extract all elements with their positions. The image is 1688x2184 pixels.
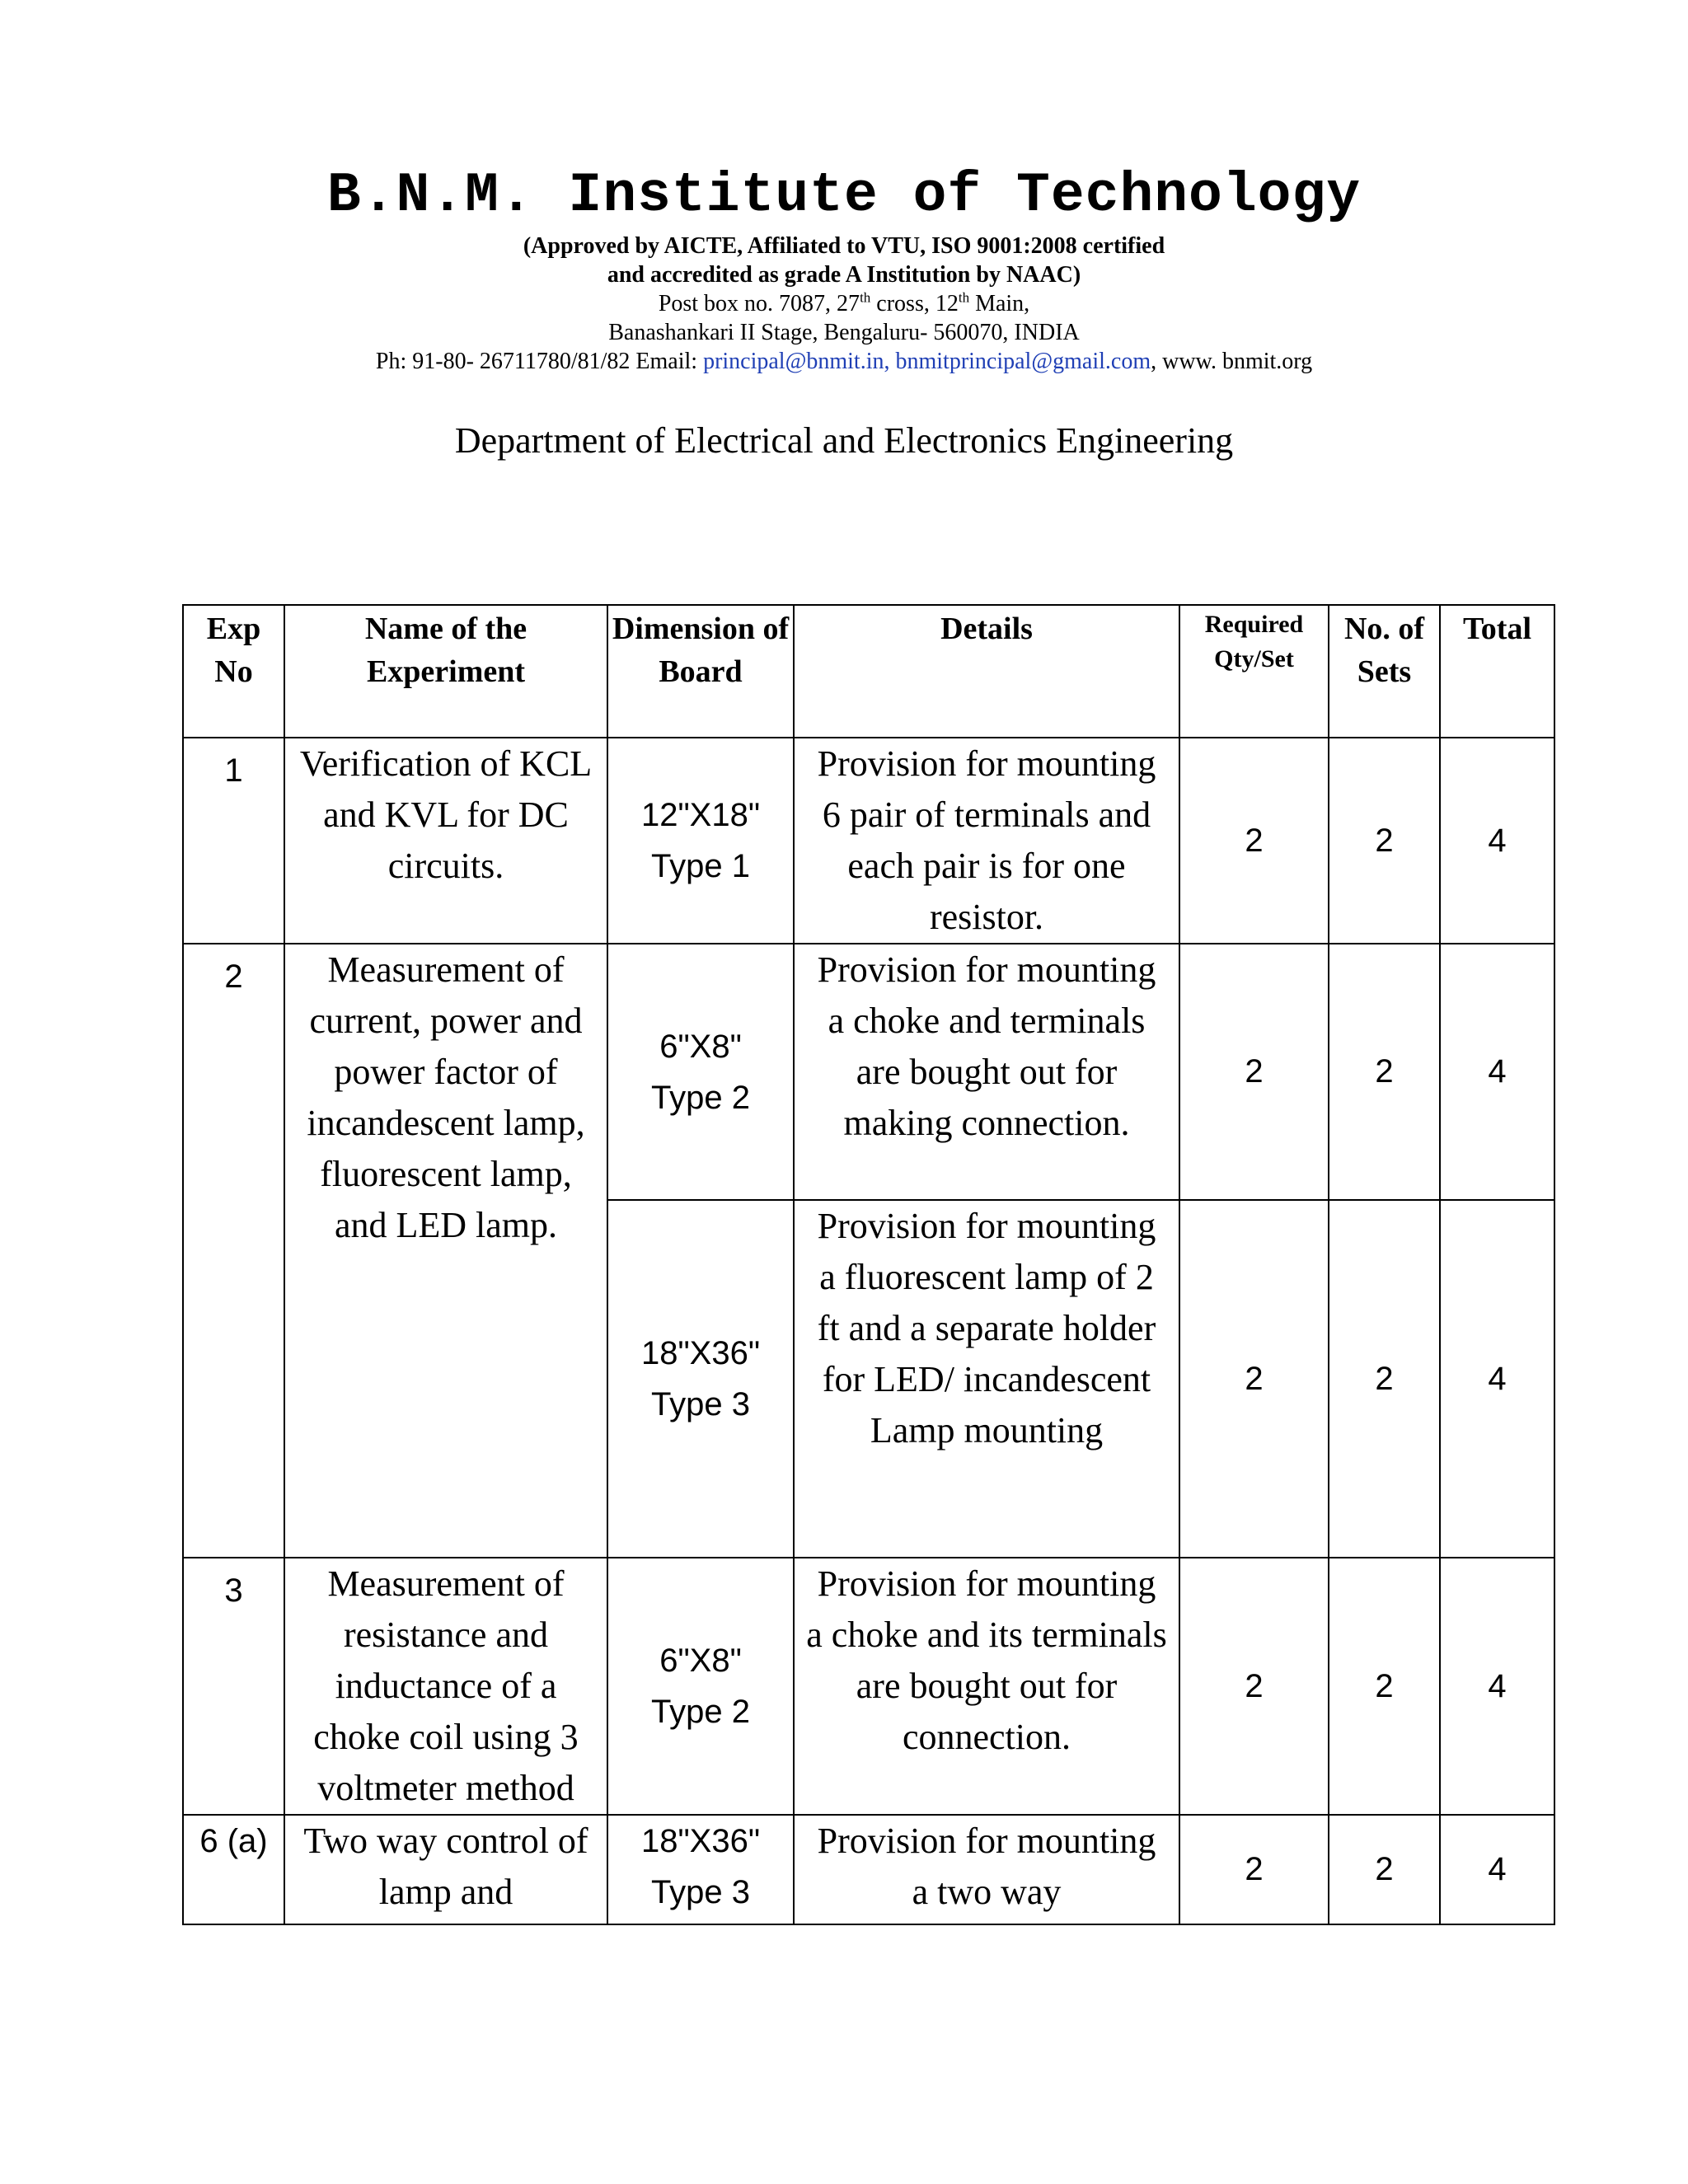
details-cell: Provision for mounting 6 pair of terminals and each pair is for one resistor. <box>794 738 1179 944</box>
table-header-row <box>183 605 1554 738</box>
table-row <box>183 738 1554 944</box>
contact-line: Ph: 91-80- 26711780/81/82 Email: principal@bnmit.in, bnmitprincipal@gmail.com, www. bnmit.org <box>375 349 1313 374</box>
table-row <box>183 1815 1554 1924</box>
total-cell: 4 <box>1440 1815 1554 1924</box>
sets-cell: 2 <box>1329 1558 1440 1815</box>
address-line-1: Post box no. 7087, 27th cross, 12th Main, <box>658 289 1030 316</box>
department-title: Department of Electrical and Electronics Engineering <box>454 420 1234 461</box>
details-cell: Provision for mounting a choke and terminals are bought out for making connection. <box>794 944 1179 1200</box>
details-cell: Provision for mounting a choke and its terminals are bought out for connection. <box>794 1558 1179 1815</box>
sets-cell: 2 <box>1329 1200 1440 1558</box>
exp-no-cell: 3 <box>183 1558 284 1815</box>
approval-line-1: (Approved by AICTE, Affiliated to VTU, ISO 9001:2008 certified <box>523 233 1165 259</box>
required-cell: 2 <box>1179 1200 1329 1558</box>
exp-no-cell: 6 (a) <box>183 1815 284 1924</box>
header-required: Required Qty/Set <box>1179 605 1329 738</box>
required-cell: 2 <box>1179 738 1329 944</box>
details-cell: Provision for mounting a two way <box>794 1815 1179 1924</box>
total-cell: 4 <box>1440 1200 1554 1558</box>
letterhead <box>0 161 1688 376</box>
header-exp-no: Exp No <box>183 605 284 738</box>
dimension-cell: 18"X36" Type 3 <box>607 1200 794 1558</box>
dimension-cell: 6"X8" Type 2 <box>607 944 794 1200</box>
experiment-name-cell: Measurement of resistance and inductance of a choke coil using 3 voltmeter method <box>284 1558 607 1815</box>
header-dimension: Dimension of Board <box>607 605 794 738</box>
website-link[interactable]: , www. bnmit.org <box>1151 349 1313 374</box>
total-cell: 4 <box>1440 1558 1554 1815</box>
total-cell: 4 <box>1440 738 1554 944</box>
exp-no-cell: 1 <box>183 738 284 944</box>
header-sets: No. of Sets <box>1329 605 1440 738</box>
required-cell: 2 <box>1179 944 1329 1200</box>
sets-cell: 2 <box>1329 944 1440 1200</box>
approval-line-2: and accredited as grade A Institution by NAAC) <box>607 262 1081 288</box>
email-link-2[interactable]: bnmitprincipal@gmail.com <box>895 349 1151 374</box>
sets-cell: 2 <box>1329 1815 1440 1924</box>
table-row <box>183 1558 1554 1815</box>
header-total: Total <box>1440 605 1554 738</box>
experiment-table <box>182 604 1555 1925</box>
sets-cell: 2 <box>1329 738 1440 944</box>
institute-name: B.N.M. Institute of Technology <box>326 164 1362 227</box>
dimension-cell: 6"X8" Type 2 <box>607 1558 794 1815</box>
total-cell: 4 <box>1440 944 1554 1200</box>
dimension-cell: 12"X18" Type 1 <box>607 738 794 944</box>
address-line-2: Banashankari II Stage, Bengaluru- 560070, INDIA <box>608 320 1080 345</box>
header-details: Details <box>794 605 1179 738</box>
required-cell: 2 <box>1179 1558 1329 1815</box>
phone-email-label: Ph: 91-80- 26711780/81/82 Email: <box>375 349 704 374</box>
dimension-cell: 18"X36" Type 3 <box>607 1815 794 1924</box>
header-name: Name of the Experiment <box>284 605 607 738</box>
details-cell: Provision for mounting a fluorescent lamp of 2 ft and a separate holder for LED/ incandescent Lamp mounting <box>794 1200 1179 1558</box>
required-cell: 2 <box>1179 1815 1329 1924</box>
experiment-name-cell: Two way control of lamp and <box>284 1815 607 1924</box>
table-row <box>183 944 1554 1200</box>
experiment-name-cell: Verification of KCL and KVL for DC circuits. <box>284 738 607 944</box>
exp-no-cell: 2 <box>183 944 284 1558</box>
email-link-1[interactable]: principal@bnmit.in <box>703 349 884 374</box>
experiment-name-cell: Measurement of current, power and power factor of incandescent lamp, fluorescent lamp, and LED lamp. <box>284 944 607 1558</box>
